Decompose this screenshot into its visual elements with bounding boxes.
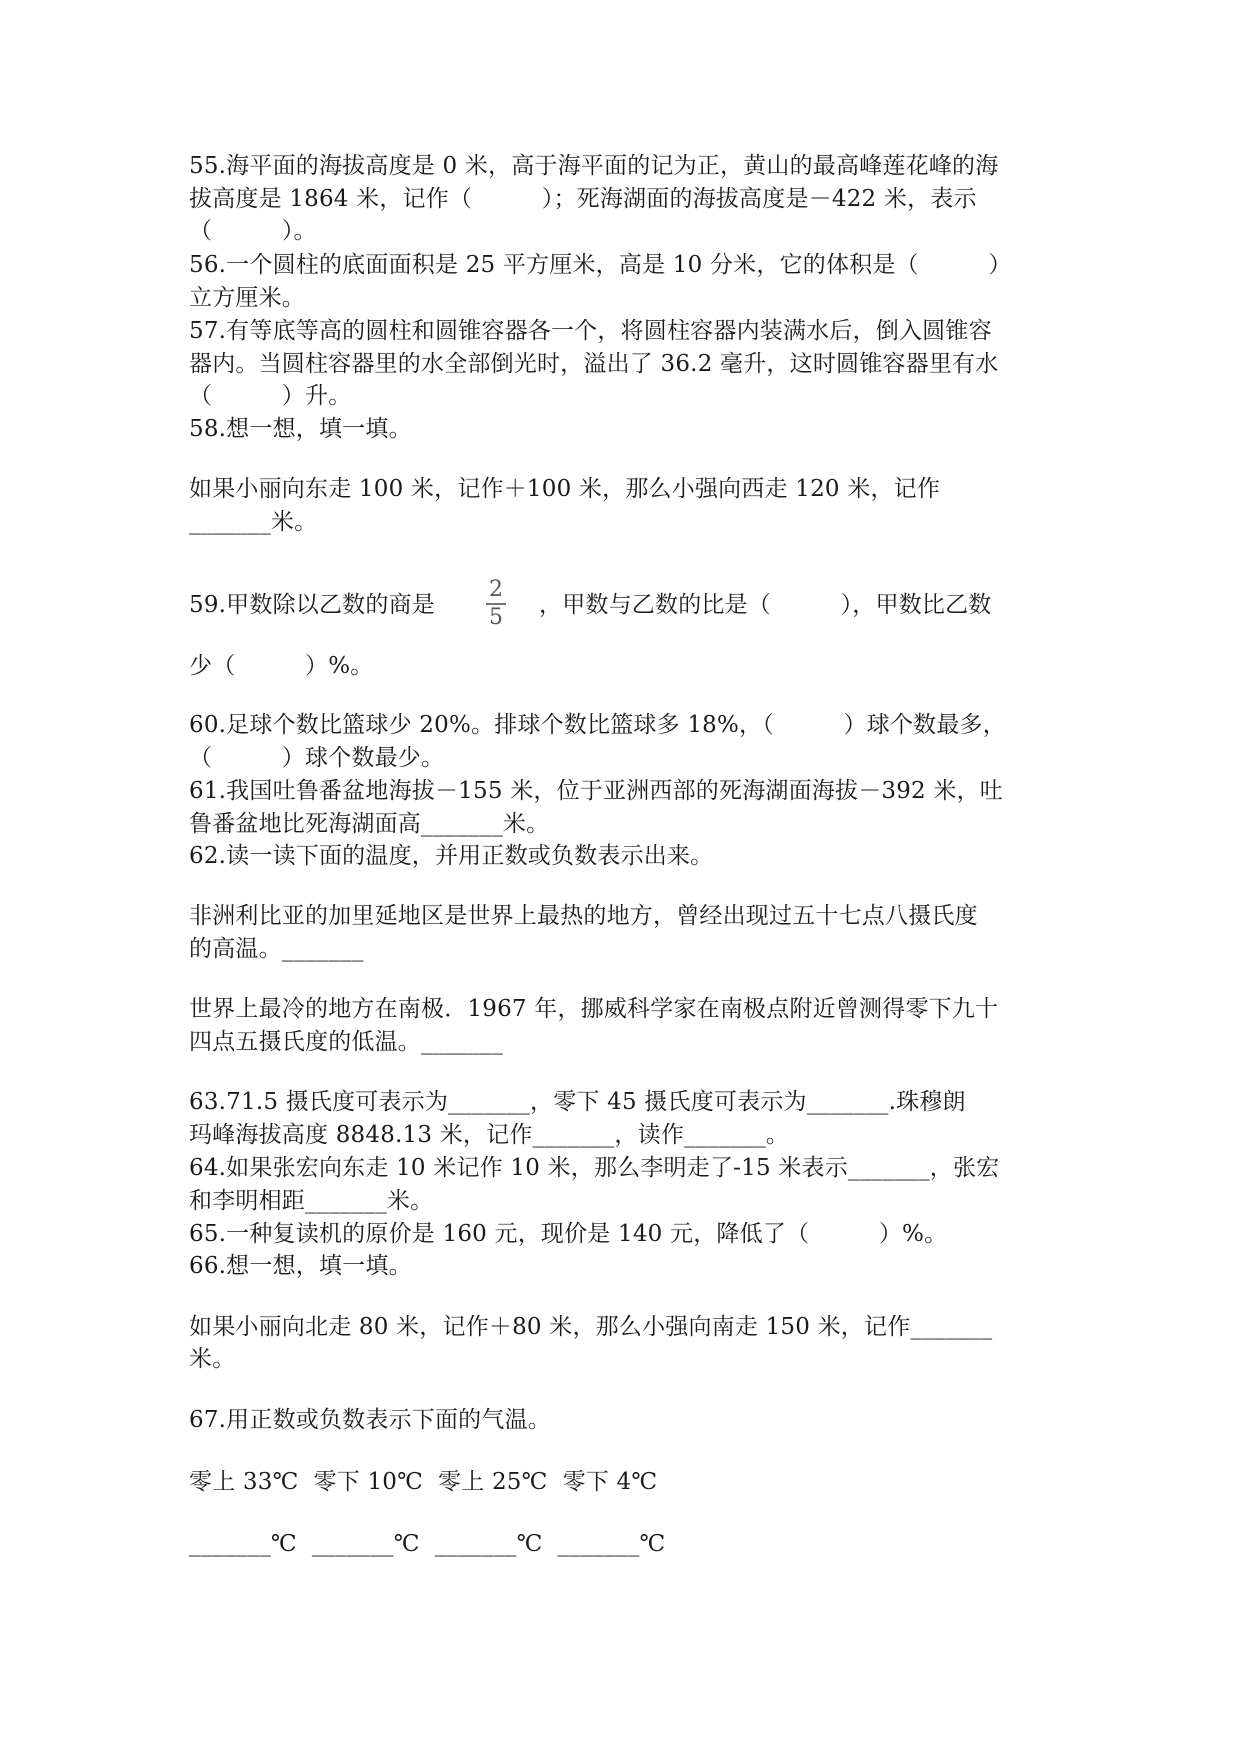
q64-line-2: 和李明相距_______米。 xyxy=(189,1188,434,1214)
q60-line-2: （ ）球个数最少。 xyxy=(189,745,445,771)
q67-line-1: 67.用正数或负数表示下面的气温。 xyxy=(189,1407,551,1433)
q60-line-1: 60.足球个数比篮球少 20%。排球个数比篮球多 18%，（ ）球个数最多， xyxy=(189,712,1006,738)
q62-line-2: 非洲利比亚的加里延地区是世界上最热的地方，曾经出现过五十七点八摄氏度 xyxy=(189,903,978,929)
q55-line-2: 拔高度是 1864 米，记作（ ）；死海湖面的海拔高度是－422 米，表示 xyxy=(189,186,977,212)
q67-line-3: _______℃ _______℃ _______℃ _______℃ xyxy=(189,1531,666,1557)
q67-line-2: 零上 33℃ 零下 10℃ 零上 25℃ 零下 4℃ xyxy=(189,1469,658,1495)
q62-line-3: 的高温。_______ xyxy=(189,936,364,962)
q58-line-1: 58.想一想，填一填。 xyxy=(189,416,412,442)
q65-line-1: 65.一种复读机的原价是 160 元，现价是 140 元，降低了（ ）%。 xyxy=(189,1221,948,1247)
q57-line-2: 器内。当圆柱容器里的水全部倒光时，溢出了 36.2 毫升，这时圆锥容器里有水 xyxy=(189,351,999,377)
q62-line-4: 世界上最冷的地方在南极．1967 年，挪威科学家在南极点附近曾测得零下九十 xyxy=(189,996,999,1022)
q55-line-3: （ ）。 xyxy=(189,218,317,244)
q56-line-1: 56.一个圆柱的底面面积是 25 平方厘米，高是 10 分米，它的体积是（ ） xyxy=(189,252,1012,278)
q63-line-2: 玛峰海拔高度 8848.13 米，记作_______，读作_______。 xyxy=(189,1122,790,1148)
q61-line-1: 61.我国吐鲁番盆地海拔－155 米，位于亚洲西部的死海湖面海拔－392 米，吐 xyxy=(189,778,1003,804)
q58-line-2: 如果小丽向东走 100 米，记作＋100 米，那么小强向西走 120 米，记作 xyxy=(189,476,941,502)
q59-line-1-start: 59.甲数除以乙数的商是 xyxy=(189,592,435,618)
q56-line-2: 立方厘米。 xyxy=(189,285,305,311)
q62-line-1: 62.读一读下面的温度，并用正数或负数表示出来。 xyxy=(189,843,714,869)
q63-line-1: 63.71.5 摄氏度可表示为_______，零下 45 摄氏度可表示为_______.珠穆朗 xyxy=(189,1089,966,1115)
q59-line-1-end: ，甲数与乙数的比是（ ），甲数比乙数 xyxy=(539,592,992,618)
q66-line-1: 66.想一想，填一填。 xyxy=(189,1253,412,1279)
q55-line-1: 55.海平面的海拔高度是 0 米，高于海平面的记为正，黄山的最高峰莲花峰的海 xyxy=(189,153,999,179)
q57-line-3: （ ）升。 xyxy=(189,383,352,409)
q58-line-3: _______米。 xyxy=(189,509,318,535)
fraction-denominator: 5 xyxy=(489,604,503,630)
q59-line-2: 少（ ）%。 xyxy=(189,653,374,679)
q57-line-1: 57.有等底等高的圆柱和圆锥容器各一个，将圆柱容器内装满水后，倒入圆锥容 xyxy=(189,318,992,344)
q66-line-3: 米。 xyxy=(189,1346,236,1372)
q64-line-1: 64.如果张宏向东走 10 米记作 10 米，那么李明走了-15 米表示_______，张宏 xyxy=(189,1155,1000,1181)
fraction-two-fifths xyxy=(484,578,508,630)
q61-line-2: 鲁番盆地比死海湖面高_______米。 xyxy=(189,811,550,837)
q62-line-5: 四点五摄氏度的低温。_______ xyxy=(189,1029,503,1055)
q66-line-2: 如果小丽向北走 80 米，记作＋80 米，那么小强向南走 150 米，记作_______ xyxy=(189,1314,993,1340)
fraction-numerator: 2 xyxy=(489,577,503,602)
